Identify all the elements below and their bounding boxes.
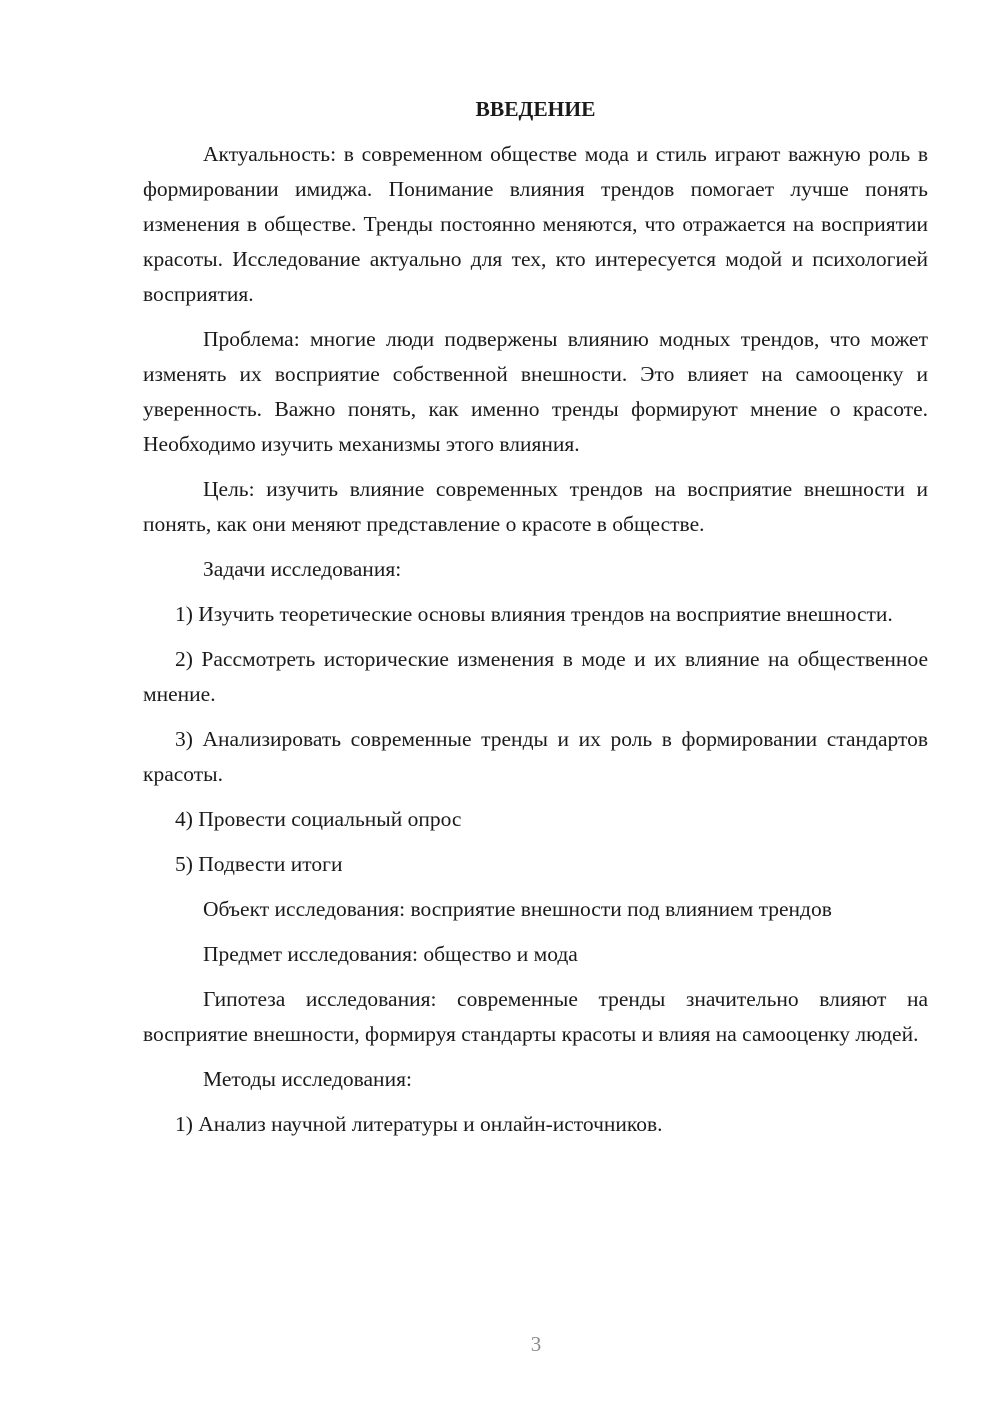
page-number: 3 xyxy=(530,1332,542,1356)
methods-heading: Методы исследования: xyxy=(203,1067,412,1091)
tasks-heading: Задачи исследования: xyxy=(203,557,402,581)
subject-line: Предмет исследования: общество и мода xyxy=(203,942,578,966)
hypothesis-paragraph: Гипотеза исследования: современные тренды значительно влияют на восприятие внешности, формируя стандарты красоты и влияя на самооценку людей. xyxy=(143,987,928,1046)
task-item-3: 3) Анализировать современные тренды и их роль в формировании стандартов красоты. xyxy=(143,727,928,786)
task-item-4: 4) Провести социальный опрос xyxy=(175,807,462,831)
task-item-1: 1) Изучить теоретические основы влияния трендов на восприятие внешности. xyxy=(175,602,893,626)
relevance-paragraph: Актуальность: в современном обществе мода и стиль играют важную роль в формировании имиджа. Понимание влияния трендов помогает лучше понять изменения в обществе. Тренды постоянно меняются, что отражается на восприятии красоты. Исследование актуально для тех, кто интересуется модой и психологией восприятия. xyxy=(143,142,928,306)
method-item-1: 1) Анализ научной литературы и онлайн-источников. xyxy=(175,1112,663,1136)
goal-paragraph: Цель: изучить влияние современных трендов на восприятие внешности и понять, как они меняют представление о красоте в обществе. xyxy=(143,477,928,536)
page-title: ВВЕДЕНИЕ xyxy=(475,97,596,121)
task-item-2: 2) Рассмотреть исторические изменения в моде и их влияние на общественное мнение. xyxy=(143,647,928,706)
problem-paragraph: Проблема: многие люди подвержены влиянию модных трендов, что может изменять их восприятие собственной внешности. Это влияет на самооценку и уверенность. Важно понять, как именно тренды формируют мнение о красоте. Необходимо изучить механизмы этого влияния. xyxy=(143,327,928,456)
task-item-5: 5) Подвести итоги xyxy=(175,852,343,876)
document-page xyxy=(143,92,928,1152)
object-line: Объект исследования: восприятие внешности под влиянием трендов xyxy=(203,897,832,921)
